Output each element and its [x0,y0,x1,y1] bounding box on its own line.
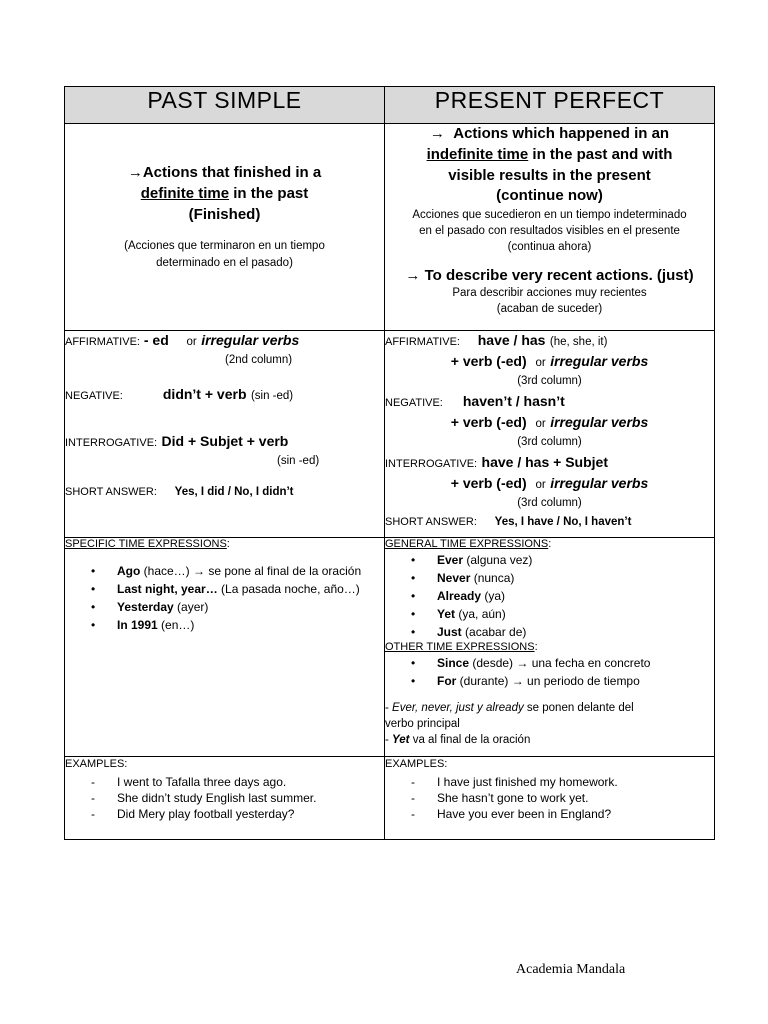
def-continue-now: (continue now) [496,187,603,204]
examples-present-perfect [385,757,715,840]
item-rest: (en…) [157,618,195,632]
affirmative-label: AFFIRMATIVE: [385,336,460,348]
or-text: or [186,336,197,348]
dash-icon: - [91,807,95,821]
def-es-line3: (continua ahora) [507,241,592,253]
def-line1: Actions which happened in an [453,125,670,142]
irregular-verbs: irregular verbs [550,475,649,491]
forms-present-perfect [385,331,715,538]
item-rest: (ya) [481,589,506,603]
item-bold: Just [437,625,462,639]
list-item [411,623,714,641]
item-rest: (ayer) [173,600,209,614]
example-item [411,806,714,822]
short-answer-label: SHORT ANSWER: [385,516,477,528]
irregular-verbs: irregular verbs [550,414,649,430]
examples-title: EXAMPLES: [65,758,128,770]
bullet-icon: • [411,625,416,639]
list-item [91,562,384,580]
usage-note-1 [385,700,714,716]
short-answer-label: SHORT ANSWER: [65,486,157,498]
list-item [411,654,714,672]
short-answer-main: Yes, I did / No, I didn’t [174,486,294,498]
item-rest: (ya, aún) [455,607,506,621]
other-time-title: OTHER TIME EXPRESSIONS [385,641,535,653]
bullet-icon: • [411,571,416,585]
def-recent-es1: Para describir acciones muy recientes [452,287,647,299]
dash-icon: - [411,791,415,805]
def-line1: Actions that finished in a [142,164,322,181]
interrogative-label: INTERROGATIVE: [385,458,478,470]
arrow-icon: → [127,164,143,181]
general-time-title: GENERAL TIME EXPRESSIONS [385,538,549,550]
list-item [91,598,384,616]
grammar-table [64,86,715,840]
other-time-list [385,654,714,690]
item-bold: Already [437,589,482,603]
bullet-icon: • [91,600,96,614]
example-item [91,790,384,806]
interrogative-main: have / has + Subjet [481,454,608,470]
usage-note-1-line2: verbo principal [385,718,460,730]
negative-label: NEGATIVE: [385,397,443,409]
negative-note: (sin -ed) [250,390,294,402]
def-line3: visible results in the present [448,167,651,184]
def-definite-time: definite time [140,185,230,202]
example-text: She didn’t study English last summer. [117,791,317,805]
dash-icon: - [411,807,415,821]
affirmative-who: (he, she, it) [549,336,608,348]
def-line2-rest: in the past and with [528,146,673,163]
def-es-line1: (Acciones que terminaron en un tiempo [124,240,325,252]
list-item [91,580,384,598]
bullet-icon: • [411,607,416,621]
example-item [91,806,384,822]
list-item [411,605,714,623]
definition-present-perfect [385,124,715,331]
or-text: or [535,357,546,369]
specific-time-title: SPECIFIC TIME EXPRESSIONS [65,538,227,550]
list-item [411,672,714,690]
item-rest: (desde) → una fecha en concreto [469,656,651,670]
item-bold: In 1991 [117,618,158,632]
interrogative-note: (sin -ed) [277,455,320,467]
time-expressions-present-perfect [385,538,715,757]
examples-list [65,774,384,822]
bullet-icon: • [411,553,416,567]
bullet-icon: • [91,618,96,632]
interrogative-main: Did + Subjet + verb [161,433,289,449]
examples-past-simple [65,757,385,840]
general-time-list [385,551,714,641]
bullet-icon: • [411,589,416,603]
interrogative-label: INTERROGATIVE: [65,437,158,449]
item-bold: Yet [437,607,456,621]
irregular-verbs: irregular verbs [201,332,300,348]
item-rest: (acabar de) [461,625,527,639]
bullet-icon: • [91,564,96,578]
def-line2-rest: in the past [229,185,309,202]
header-present-perfect: PRESENT PERFECT [385,87,715,124]
note-italic: Yet [392,734,410,746]
item-rest: (La pasada noche, año…) [217,582,360,596]
colon: : [534,641,538,653]
def-es-line2: determinado en el pasado) [156,257,293,269]
list-item [411,587,714,605]
item-bold: Ago [117,564,141,578]
def-finished: (Finished) [188,206,261,223]
negative-main: didn’t + verb [162,386,247,402]
item-rest: (alguna vez) [463,553,533,567]
specific-time-list [65,562,384,634]
time-expressions-past-simple [65,538,385,757]
list-item [411,551,714,569]
example-text: Have you ever been in England? [437,807,612,821]
item-bold: Last night, year… [117,582,218,596]
affirmative-column: (3rd column) [517,375,582,387]
definition-past-simple [65,124,385,331]
example-item [91,774,384,790]
item-rest: (hace…) → se pone al final de la oración [140,564,362,578]
note-dash: - [385,702,393,714]
example-text: Did Mery play football yesterday? [117,807,295,821]
item-rest: (nunca) [470,571,515,585]
dash-icon: - [411,775,415,789]
affirmative-verb: + verb (-ed) [450,353,527,369]
or-text: or [535,418,546,430]
examples-list [385,774,714,822]
arrow-icon: → [429,125,445,142]
short-answer-main: Yes, I have / No, I haven’t [494,516,632,528]
list-item [91,616,384,634]
def-indefinite-time: indefinite time [426,146,529,163]
negative-verb: + verb (-ed) [450,414,527,430]
note-italic: Ever, never, just y already [392,702,524,714]
header-past-simple: PAST SIMPLE [65,87,385,124]
negative-label: NEGATIVE: [65,390,123,402]
affirmative-main: - ed [139,332,169,348]
examples-title: EXAMPLES: [385,758,448,770]
interrogative-verb: + verb (-ed) [450,475,527,491]
forms-past-simple [65,331,385,538]
item-bold: For [437,674,457,688]
note-dash: - [385,734,393,746]
bullet-icon: • [91,582,96,596]
irregular-verbs: irregular verbs [550,353,649,369]
item-bold: Yesterday [117,600,174,614]
example-text: She hasn’t gone to work yet. [437,791,589,805]
example-item [411,790,714,806]
bullet-icon: • [411,674,416,688]
item-bold: Since [437,656,470,670]
item-bold: Ever [437,553,464,567]
affirmative-main: have / has [477,332,546,348]
affirmative-column: (2nd column) [225,354,293,366]
bullet-icon: • [411,656,416,670]
def-es-line1: Acciones que sucedieron en un tiempo indeterminado [412,209,687,221]
item-bold: Never [437,571,471,585]
item-rest: (durante) → un periodo de tiempo [456,674,640,688]
or-text: or [535,479,546,491]
note-rest: se ponen delante del [523,702,634,714]
arrow-icon: → [405,267,421,284]
affirmative-label: AFFIRMATIVE: [65,336,140,348]
colon: : [226,538,230,550]
interrogative-column: (3rd column) [517,497,582,509]
footer-brand: Academia Mandala [516,962,626,977]
example-text: I went to Tafalla three days ago. [117,775,287,789]
dash-icon: - [91,791,95,805]
def-recent: To describe very recent actions. (just) [424,267,694,284]
usage-note-2 [385,732,714,748]
example-item [411,774,714,790]
colon: : [548,538,552,550]
dash-icon: - [91,775,95,789]
def-es-line2: en el pasado con resultados visibles en el presente [419,225,680,237]
negative-column: (3rd column) [517,436,582,448]
example-text: I have just finished my homework. [437,775,618,789]
note-rest: va al final de la oración [409,734,531,746]
def-recent-es2: (acaban de suceder) [496,303,603,315]
list-item [411,569,714,587]
negative-main: haven’t / hasn’t [462,393,565,409]
